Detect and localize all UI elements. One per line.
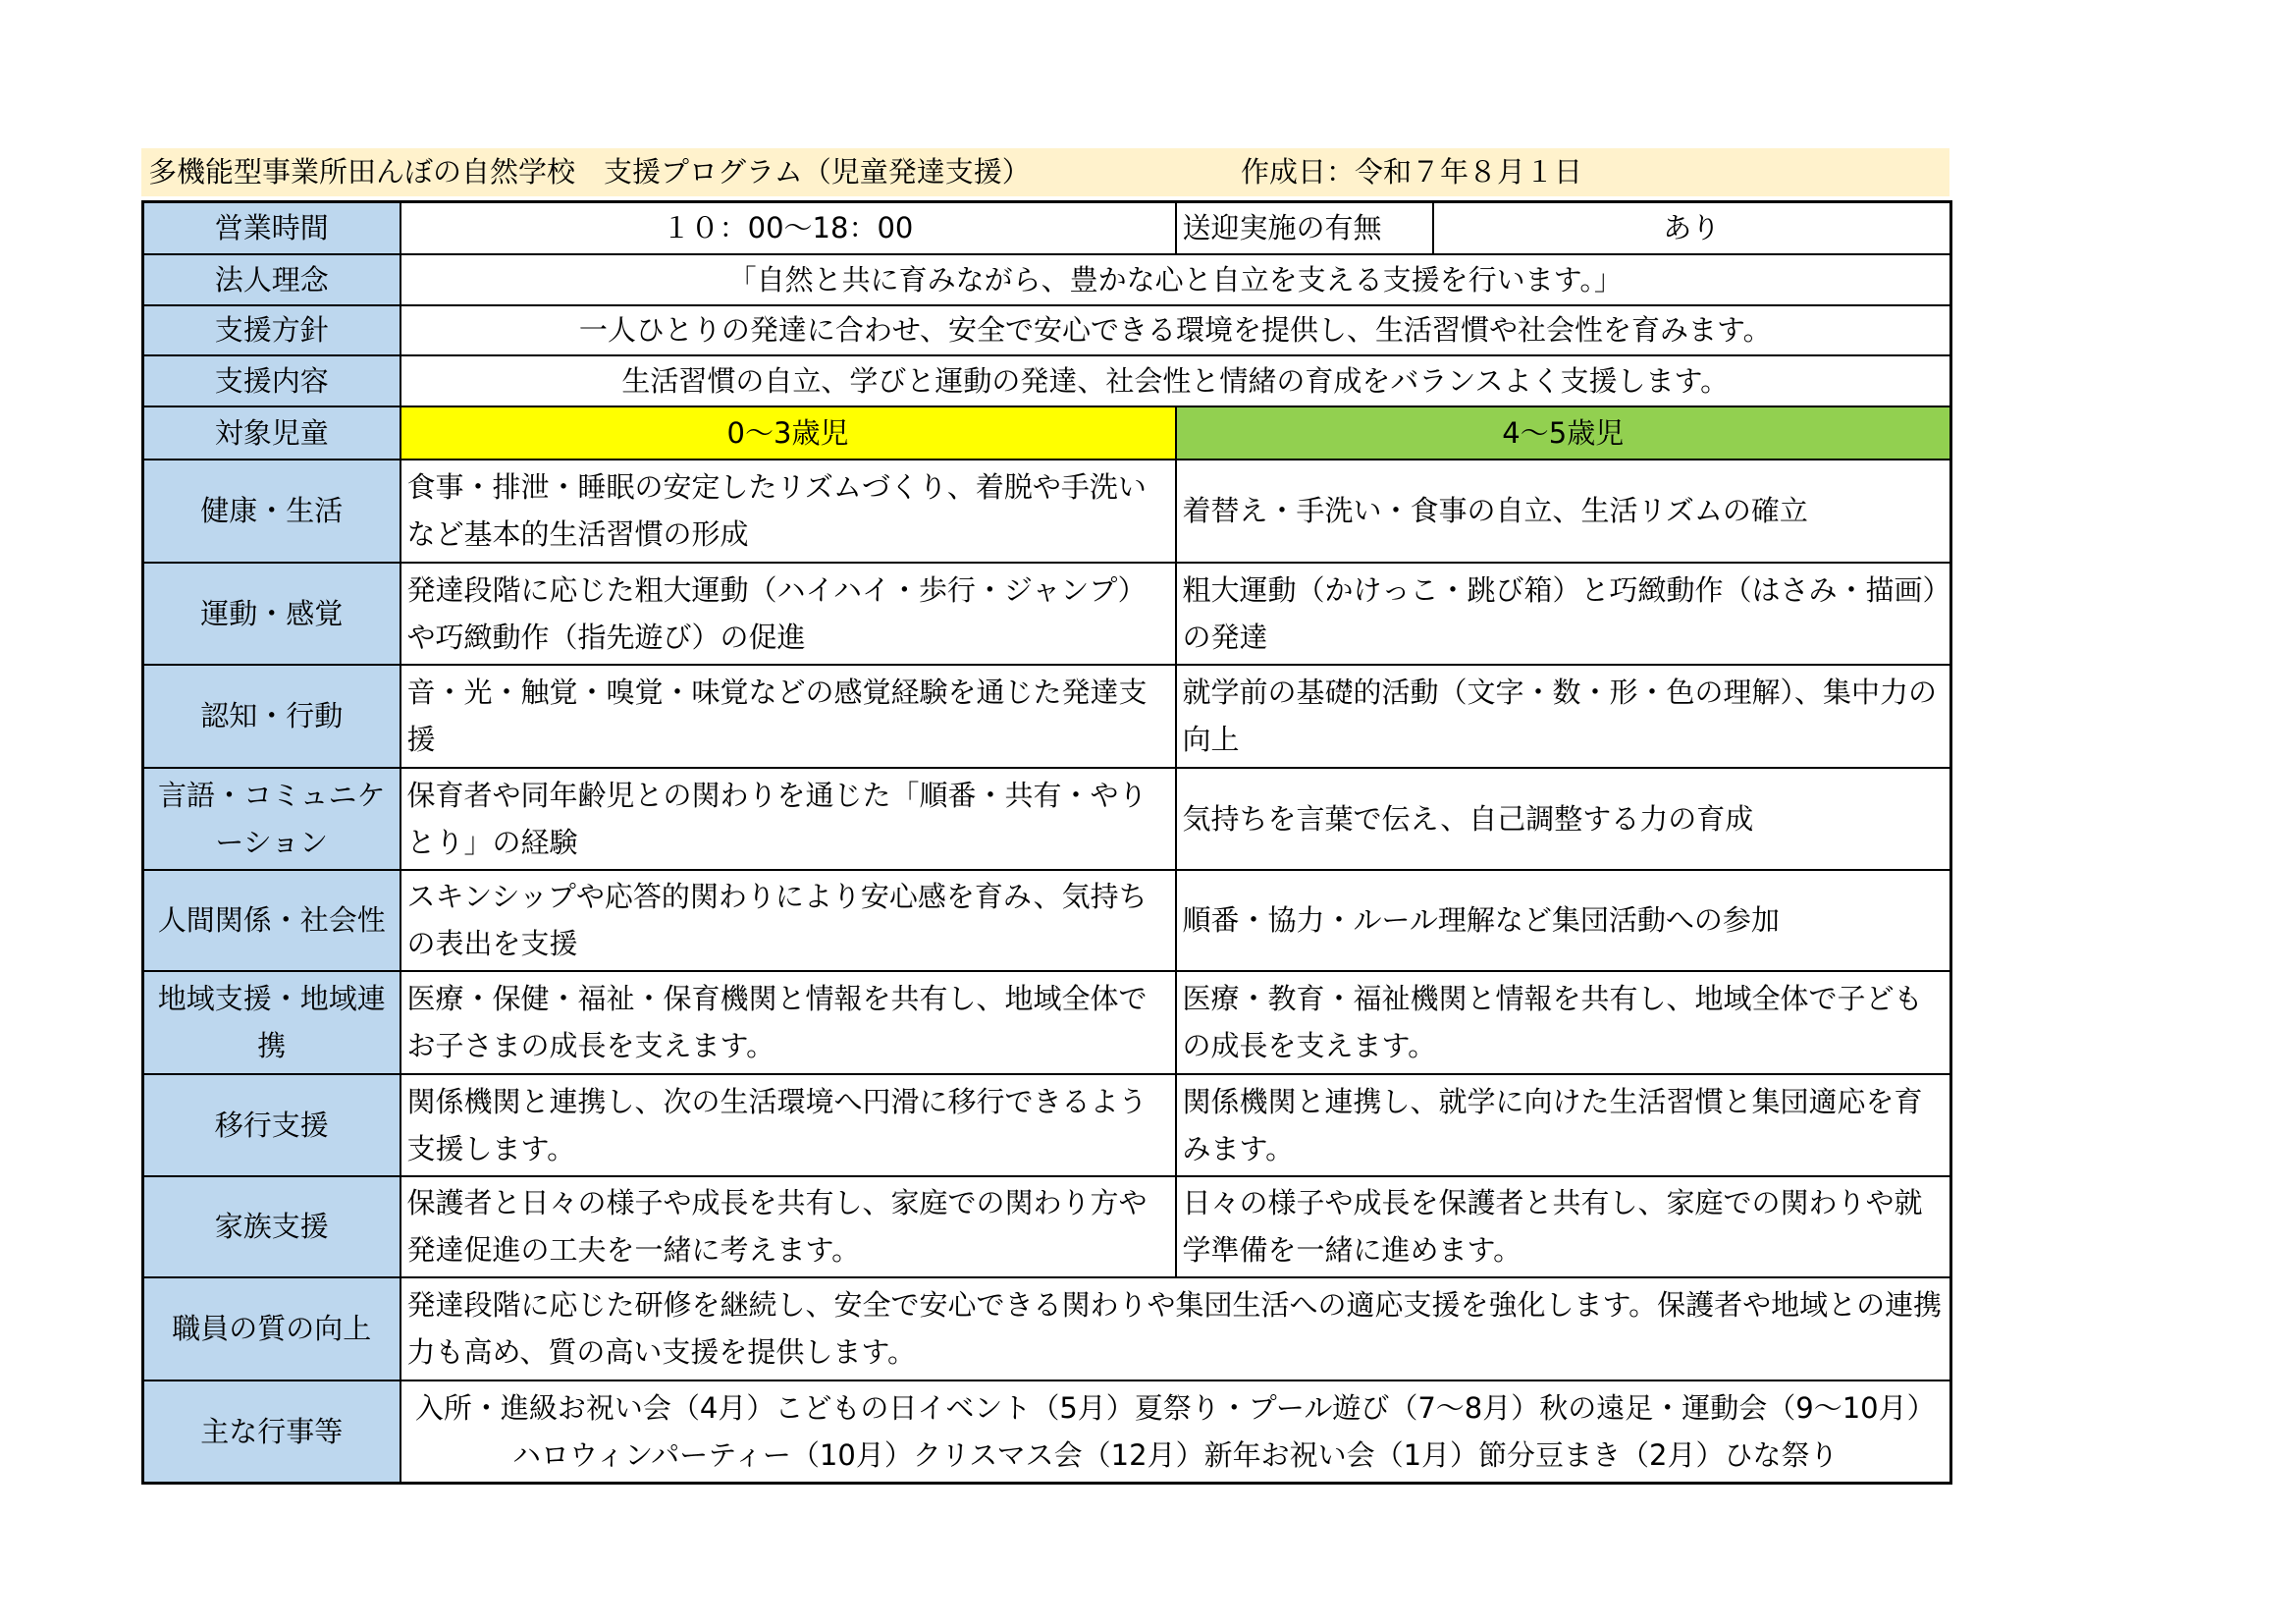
table-row	[143, 971, 1951, 1074]
transport-value: あり	[1433, 202, 1951, 254]
content-label: 支援内容	[143, 355, 400, 406]
target-label: 対象児童	[143, 406, 400, 460]
row-label-motor: 運動・感覚	[143, 563, 400, 665]
business-hours-label: 営業時間	[143, 202, 400, 254]
table-row	[143, 563, 1951, 665]
philosophy-value: 「自然と共に育みながら、豊かな心と自立を支える支援を行います。」	[400, 254, 1951, 305]
table-row	[143, 870, 1951, 971]
row-policy	[143, 305, 1951, 355]
cell-age-0-3: 発達段階に応じた粗大運動（ハイハイ・歩行・ジャンプ）や巧緻動作（指先遊び）の促進	[400, 563, 1176, 665]
row-label-relationships: 人間関係・社会性	[143, 870, 400, 971]
cell-age-0-3: 保育者や同年齢児との関わりを通じた「順番・共有・やりとり」の経験	[400, 768, 1176, 870]
cell-age-0-3: スキンシップや応答的関わりにより安心感を育み、気持ちの表出を支援	[400, 870, 1176, 971]
table-row	[143, 768, 1951, 870]
cell-age-4-5: 着替え・手洗い・食事の自立、生活リズムの確立	[1176, 460, 1951, 563]
row-label-cognition: 認知・行動	[143, 665, 400, 768]
business-hours-value: １０：00～18：00	[400, 202, 1176, 254]
cell-age-4-5: 気持ちを言葉で伝え、自己調整する力の育成	[1176, 768, 1951, 870]
cell-age-4-5: 日々の様子や成長を保護者と共有し、家庭での関わりや就学準備を一緒に進めます。	[1176, 1176, 1951, 1277]
row-business-hours	[143, 202, 1951, 254]
row-label-health: 健康・生活	[143, 460, 400, 563]
target-age-4-5: 4～5歳児	[1176, 406, 1951, 460]
cell-age-0-3: 保護者と日々の様子や成長を共有し、家庭での関わり方や発達促進の工夫を一緒に考えます。	[400, 1176, 1176, 1277]
table-row	[143, 460, 1951, 563]
policy-label: 支援方針	[143, 305, 400, 355]
cell-age-0-3: 食事・排泄・睡眠の安定したリズムづくり、着脱や手洗いなど基本的生活習慣の形成	[400, 460, 1176, 563]
cell-age-0-3: 関係機関と連携し、次の生活環境へ円滑に移行できるよう支援します。	[400, 1074, 1176, 1176]
row-label-community: 地域支援・地域連携	[143, 971, 400, 1074]
cell-age-0-3: 音・光・触覚・嗅覚・味覚などの感覚経験を通じた発達支援	[400, 665, 1176, 768]
support-program-table	[141, 200, 1952, 1485]
events-value: 入所・進級お祝い会（4月）こどもの日イベント（5月）夏祭り・プール遊び（7～8月）秋の遠足・運動会（9～10月）ハロウィンパーティー（10月）クリスマス会（12月）新年お祝い会（1月）節分豆まき（2月）ひな祭り	[400, 1380, 1951, 1484]
row-label-transition: 移行支援	[143, 1074, 400, 1176]
created-date: 作成日：令和７年８月１日	[1241, 155, 1583, 189]
row-label-language: 言語・コミュニケーション	[143, 768, 400, 870]
content-value: 生活習慣の自立、学びと運動の発達、社会性と情緒の育成をバランスよく支援します。	[400, 355, 1951, 406]
cell-age-0-3: 医療・保健・福祉・保育機関と情報を共有し、地域全体でお子さまの成長を支えます。	[400, 971, 1176, 1074]
row-staff-quality	[143, 1277, 1951, 1380]
table-row	[143, 1074, 1951, 1176]
events-label: 主な行事等	[143, 1380, 400, 1484]
target-age-0-3: 0～3歳児	[400, 406, 1176, 460]
row-label-family: 家族支援	[143, 1176, 400, 1277]
staff-quality-value: 発達段階に応じた研修を継続し、安全で安心できる関わりや集団生活への適応支援を強化します。保護者や地域との連携力も高め、質の高い支援を提供します。	[400, 1277, 1951, 1380]
philosophy-label: 法人理念	[143, 254, 400, 305]
document-title-band	[141, 148, 1949, 196]
policy-value: 一人ひとりの発達に合わせ、安全で安心できる環境を提供し、生活習慣や社会性を育みます。	[400, 305, 1951, 355]
row-content	[143, 355, 1951, 406]
staff-quality-label: 職員の質の向上	[143, 1277, 400, 1380]
transport-label: 送迎実施の有無	[1176, 202, 1433, 254]
cell-age-4-5: 順番・協力・ルール理解など集団活動への参加	[1176, 870, 1951, 971]
table-row	[143, 1176, 1951, 1277]
document-title: 多機能型事業所田んぼの自然学校 支援プログラム（児童発達支援）	[148, 155, 1031, 189]
cell-age-4-5: 就学前の基礎的活動（文字・数・形・色の理解）、集中力の向上	[1176, 665, 1951, 768]
table-row	[143, 665, 1951, 768]
row-target	[143, 406, 1951, 460]
row-events	[143, 1380, 1951, 1484]
row-philosophy	[143, 254, 1951, 305]
cell-age-4-5: 関係機関と連携し、就学に向けた生活習慣と集団適応を育みます。	[1176, 1074, 1951, 1176]
cell-age-4-5: 粗大運動（かけっこ・跳び箱）と巧緻動作（はさみ・描画）の発達	[1176, 563, 1951, 665]
cell-age-4-5: 医療・教育・福祉機関と情報を共有し、地域全体で子どもの成長を支えます。	[1176, 971, 1951, 1074]
